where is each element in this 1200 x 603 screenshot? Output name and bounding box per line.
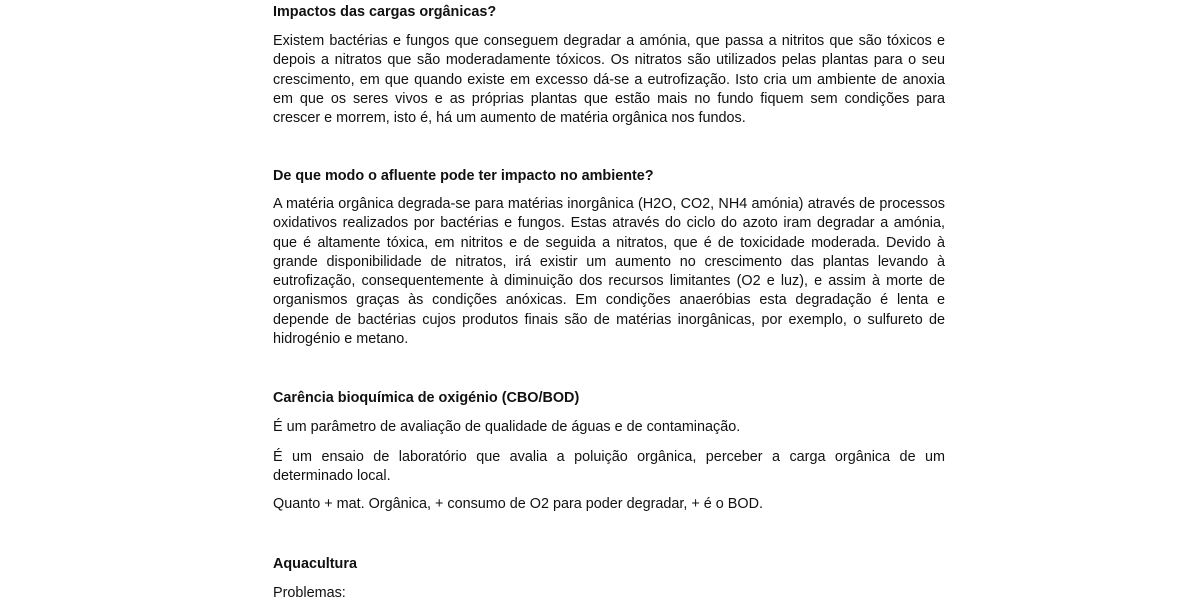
section-paragraph-effluent-impact: A matéria orgânica degrada-se para matérias inorgânica (H2O, CO2, NH4 amónia) através de processos oxidativos realizados por bactérias e fungos. Estas através do ciclo do azoto iram degradar a amónia, que é altamente tóxica, em nitritos e de seguida a nitratos, que é de toxicidade moderada. Devido à grande disponibilidade de nitratos, irá existir um aumento no crescimento das plantas levando à eutrofização, consequentemente à diminuição dos recursos limitantes (O2 e luz), e assim à morte de organismos graças às condições anóxicas. Em condições anaeróbias esta degradação é lenta e depende de bactérias cujos produtos finais são de matérias inorgânicas, por exemplo, o sulfureto de hidrogénio e metano. bbox=[273, 196, 945, 348]
section-heading-aquaculture: Aquacultura bbox=[273, 556, 357, 572]
section-paragraph-organic-loads: Existem bactérias e fungos que conseguem degradar a amónia, que passa a nitritos que são tóxicos e depois a nitratos que são moderadamente tóxicos. Os nitratos são utilizados pelas plantas para o seu crescimento, em que quando existe em excesso dá-se a eutrofização. Isto cria um ambiente de anoxia em que os seres vivos e as próprias plantas que estão mais no fundo fiquem sem condições para crescer e morrem, isto é, há um aumento de matéria orgânica nos fundos. bbox=[273, 33, 945, 127]
section-paragraph-bod-test: É um ensaio de laboratório que avalia a poluição orgânica, perceber a carga orgânica de um determinado local. bbox=[273, 449, 945, 485]
section-paragraph-bod-definition: É um parâmetro de avaliação de qualidade de águas e de contaminação. bbox=[273, 419, 741, 435]
section-heading-organic-loads: Impactos das cargas orgânicas? bbox=[273, 4, 497, 20]
section-heading-effluent-impact: De que modo o afluente pode ter impacto no ambiente? bbox=[273, 168, 654, 184]
section-heading-bod: Carência bioquímica de oxigénio (CBO/BOD) bbox=[273, 390, 580, 406]
section-paragraph-aquaculture-problems: Problemas: bbox=[273, 585, 346, 601]
section-paragraph-bod-relation: Quanto + mat. Orgânica, + consumo de O2 para poder degradar, + é o BOD. bbox=[273, 496, 763, 512]
